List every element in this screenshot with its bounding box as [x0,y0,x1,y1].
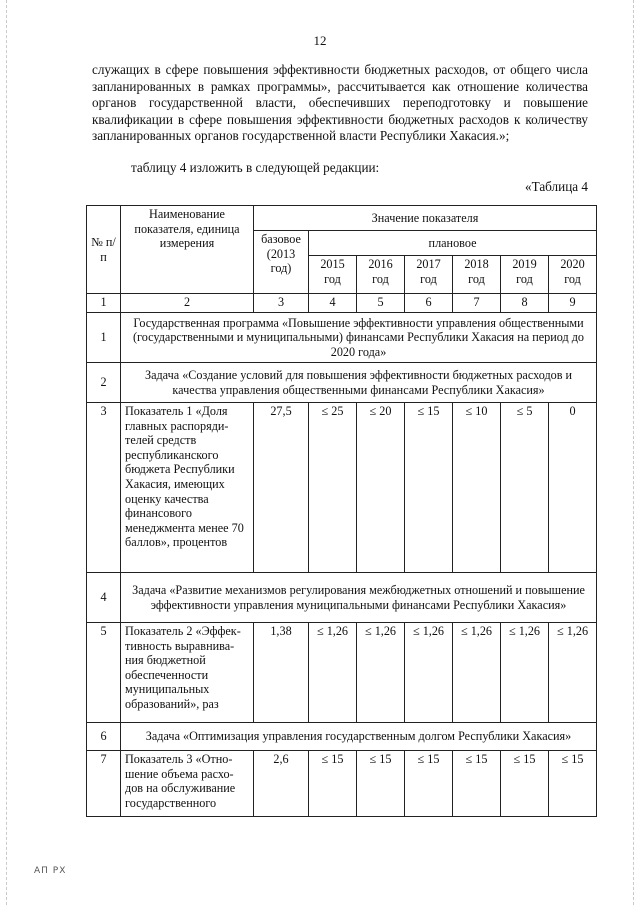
section-title: Задача «Создание условий для повышения эффективности бюджетных расходов и качества управления общественными финансами Республики Хакасия» [121,363,597,403]
planned-value: ≤ 10 [453,403,501,573]
indicator-name: Показатель 2 «Эффек-тивность выравнива-ния бюджетной обеспеченности муниципальных образований», раз [121,623,254,723]
header-year: 2020 год [549,256,597,294]
planned-value: ≤ 15 [501,751,549,817]
indicator-row [87,751,597,817]
row-number: 1 [87,313,121,363]
planned-value: ≤ 1,26 [309,623,357,723]
indicator-name: Показатель 3 «Отно-шение объема расхо-дов на обслуживание государственного [121,751,254,817]
column-number: 8 [501,294,549,313]
scan-edge-left [6,0,7,905]
planned-value: 0 [549,403,597,573]
column-number: 2 [121,294,254,313]
section-title: Задача «Развитие механизмов регулирования межбюджетных отношений и повышение эффективности управления муниципальными финансами Республики Хакасия» [121,573,597,623]
section-row [87,573,597,623]
planned-value: ≤ 1,26 [405,623,453,723]
planned-value: ≤ 1,26 [357,623,405,723]
planned-value: ≤ 15 [453,751,501,817]
header-year: 2019 год [501,256,549,294]
section-row [87,723,597,751]
scan-edge-right [633,0,634,905]
section-title: Государственная программа «Повышение эффективности управления общественными (государственными и муниципальными) финансами Республики Хакасия на период до 2020 года» [121,313,597,363]
header-year: 2015 год [309,256,357,294]
section-row [87,363,597,403]
base-value: 27,5 [254,403,309,573]
header-name: Наименование показателя, единица измерения [121,206,254,294]
page-number: 12 [313,33,327,48]
indicator-row [87,623,597,723]
column-number: 7 [453,294,501,313]
section-row [87,313,597,363]
footer-mark: АП РХ [34,866,67,876]
header-year: 2018 год [453,256,501,294]
column-number: 1 [87,294,121,313]
section-title: Задача «Оптимизация управления государственным долгом Республики Хакасия» [121,723,597,751]
indicator-row [87,403,597,573]
indicator-table [86,205,597,817]
column-number: 3 [254,294,309,313]
planned-value: ≤ 15 [549,751,597,817]
base-value: 2,6 [254,751,309,817]
planned-value: ≤ 15 [405,403,453,573]
planned-value: ≤ 15 [357,751,405,817]
header-num: № п/п [87,206,121,294]
table-label: «Таблица 4 [525,179,588,194]
planned-value: ≤ 15 [405,751,453,817]
row-number: 7 [87,751,121,817]
planned-value: ≤ 15 [309,751,357,817]
row-number: 6 [87,723,121,751]
planned-value: ≤ 20 [357,403,405,573]
row-number: 2 [87,363,121,403]
intro-paragraph: служащих в сфере повышения эффективности бюджетных расходов, от общего числа запланированных в рамках программы», рассчитывается как отношение количества органов государственной власти, обеспечивших переподготовку и повышение квалификации в сфере повышения эффективности бюджетных расходов к количеству запланированных органов государственной власти Республики Хакасия.»; [92,62,588,144]
row-number: 3 [87,403,121,573]
column-number: 6 [405,294,453,313]
header-base: базовое (2013 год) [254,231,309,294]
header-year: 2017 год [405,256,453,294]
planned-value: ≤ 5 [501,403,549,573]
header-value: Значение показателя [254,206,597,231]
header-year: 2016 год [357,256,405,294]
row-number: 4 [87,573,121,623]
column-number: 9 [549,294,597,313]
planned-value: ≤ 1,26 [501,623,549,723]
instruction-line: таблицу 4 изложить в следующей редакции: [131,160,380,175]
planned-value: ≤ 1,26 [549,623,597,723]
column-number: 5 [357,294,405,313]
row-number: 5 [87,623,121,723]
base-value: 1,38 [254,623,309,723]
indicator-name: Показатель 1 «Доля главных распоряди-телей средств республиканского бюджета Республики Хакасия, имеющих оценку качества финансового менеджмента менее 70 баллов», процентов [121,403,254,573]
planned-value: ≤ 25 [309,403,357,573]
planned-value: ≤ 1,26 [453,623,501,723]
header-planned: плановое [309,231,597,256]
column-number: 4 [309,294,357,313]
